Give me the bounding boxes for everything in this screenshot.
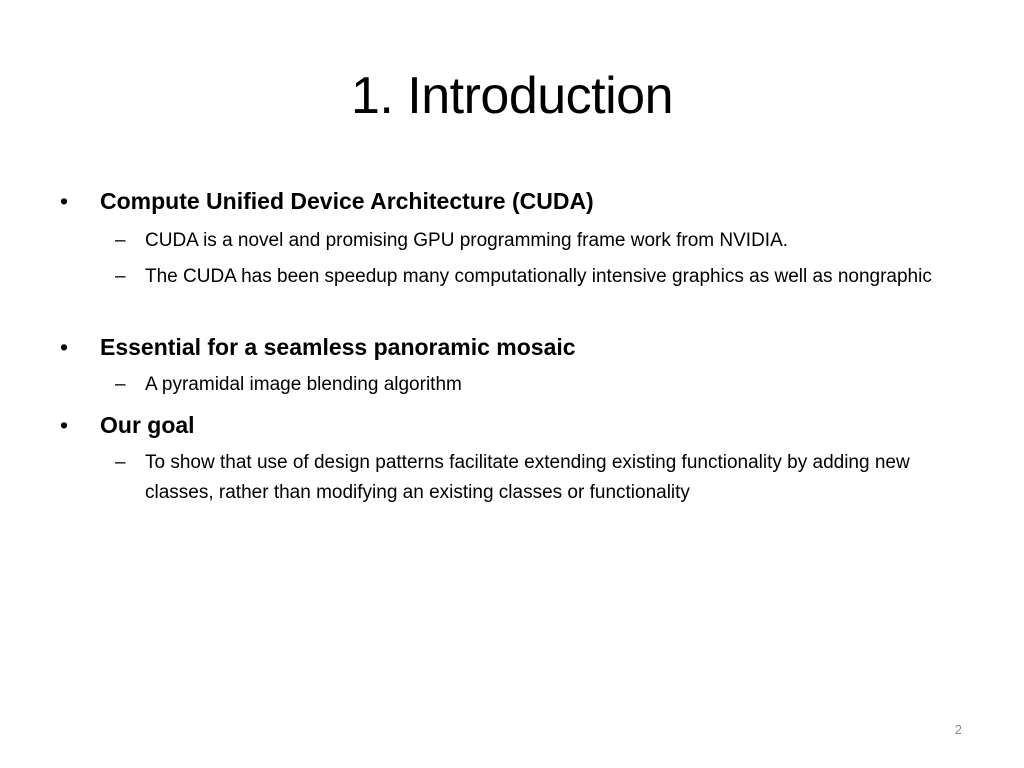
sub-item-cuda-speedup <box>115 262 965 292</box>
bullet-item-mosaic <box>60 332 576 362</box>
sub-item-text: The CUDA has been speedup many computationally intensive graphics as well as nongraphic <box>145 266 932 287</box>
dash-marker: – <box>115 230 126 251</box>
sub-item-design-patterns <box>115 448 965 508</box>
sub-item-pyramidal <box>115 370 965 400</box>
sub-item-text: To show that use of design patterns facilitate extending existing functionality by adding new classes, rather than modifying an existing classes or functionality <box>145 452 910 503</box>
sub-item-cuda-novel <box>115 226 965 256</box>
dash-marker: – <box>115 374 126 395</box>
sub-item-text: CUDA is a novel and promising GPU programming frame work from NVIDIA. <box>145 230 789 251</box>
bullet-text: Essential for a seamless panoramic mosaic <box>100 334 576 360</box>
bullet-text: Compute Unified Device Architecture (CUDA) <box>100 188 594 214</box>
bullet-marker: • <box>60 334 69 360</box>
slide-title: 1. Introduction <box>350 67 674 125</box>
bullet-text: Our goal <box>100 412 195 438</box>
bullet-marker: • <box>60 412 69 438</box>
page-number: 2 <box>954 722 962 737</box>
bullet-item-cuda <box>60 186 594 216</box>
dash-marker: – <box>115 266 126 287</box>
bullet-item-goal <box>60 410 195 440</box>
dash-marker: – <box>115 452 126 473</box>
bullet-marker: • <box>60 188 69 214</box>
sub-item-text: A pyramidal image blending algorithm <box>145 374 462 395</box>
